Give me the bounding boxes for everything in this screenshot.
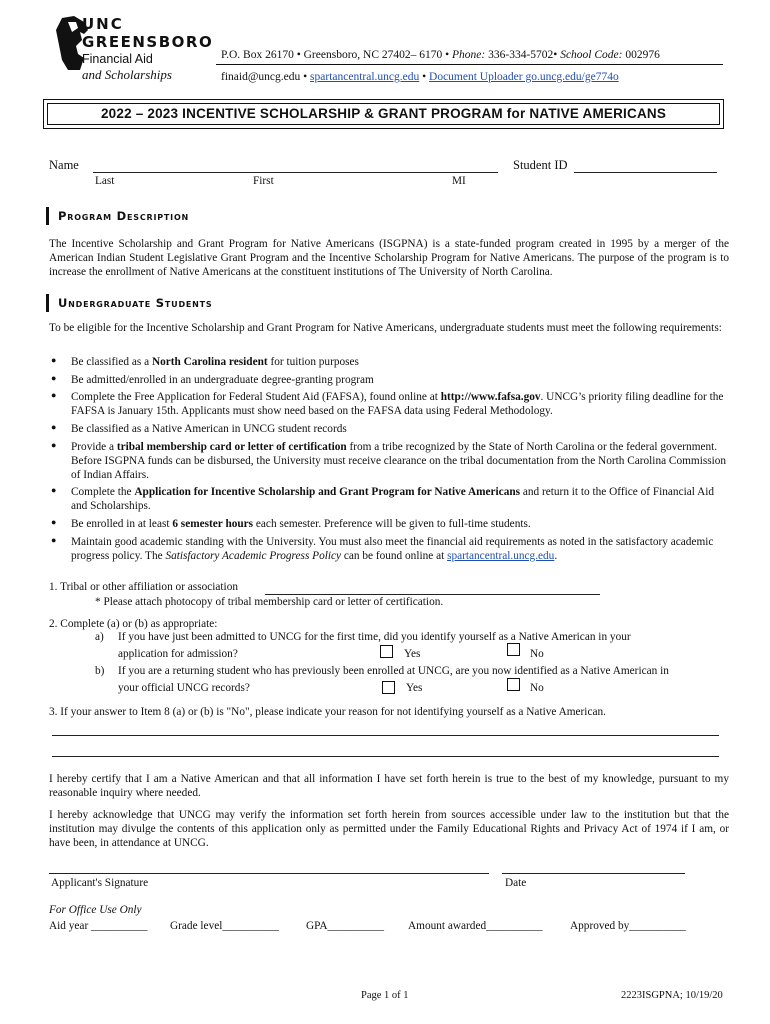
middle-initial-caption: MI <box>452 175 466 187</box>
q2b-text: If you are a returning student who has previously been enrolled at UNCG, are you now identified as a Native American in <box>118 665 669 677</box>
q2b-yes-checkbox[interactable] <box>382 681 395 694</box>
list-item: ● Complete the Free Application for Federal Student Aid (FAFSA), found online at http://www.fafsa.gov. UNCG’s priority filing deadline for the FAFSA is January 15th. Applicants must show need based on the FAFSA data using Federal Methodology. <box>49 390 729 418</box>
sap-policy-link[interactable]: spartancentral.uncg.edu <box>447 549 555 562</box>
list-item: ● Provide a tribal membership card or letter of certification from a tribe recognized by the State of North Carolina or the federal government. Before ISGPNA funds can be disbursed, the University must receive clearance on the tribal documentation from the North Carolina Commission of Indian Affairs. <box>49 440 729 482</box>
list-item: ● Be enrolled in at least 6 semester hours each semester. Preference will be given to full-time students. <box>49 517 729 531</box>
q2a-yes-label: Yes <box>404 648 421 660</box>
gpa-field: GPA__________ <box>306 920 385 932</box>
last-name-caption: Last <box>95 175 115 187</box>
first-name-caption: First <box>253 175 274 187</box>
q2b-yes-label: Yes <box>406 682 423 694</box>
phone: 336-334-5702 <box>485 49 554 61</box>
certification-text: I hereby certify that I am a Native American and that all information I have set forth herein is true to the best of my knowledge, pursuant to my reasonable inquiry where needed. <box>49 773 729 800</box>
date-field[interactable] <box>502 873 685 874</box>
signature-field[interactable] <box>49 873 489 874</box>
list-item: ● Be admitted/enrolled in an undergraduate degree-granting program <box>49 373 729 387</box>
logo-scholarships-text: and Scholarships <box>82 67 172 82</box>
q2-label: 2. Complete (a) or (b) as appropriate: <box>49 618 218 630</box>
q2a-no-label: No <box>530 648 544 660</box>
q2a-no-checkbox[interactable] <box>507 643 520 656</box>
q2a-text: If you have just been admitted to UNCG for the first time, did you identify yourself as a Native American in your <box>118 631 631 643</box>
website-link[interactable]: spartancentral.uncg.edu <box>310 71 420 83</box>
grade-level-field: Grade level__________ <box>170 920 279 932</box>
logo-greensboro-text: GREENSBORO <box>82 33 214 51</box>
student-id-label: Student ID <box>513 158 568 172</box>
school-code-label: School Code: <box>560 49 623 61</box>
phone-label: Phone: <box>452 49 486 61</box>
acknowledgement-text: I hereby acknowledge that UNCG may verify the information set forth herein from sources accessible under law to the institution but that the institution may divulge the contents of this application only as permitted under the Family Educational Rights and Privacy Act of 1974 if I am, or have been, in attendance at UNCG. <box>49 809 729 850</box>
school-code: 002976 <box>622 49 660 61</box>
title-box <box>43 99 724 129</box>
name-label: Name <box>49 158 79 172</box>
name-field[interactable] <box>93 172 498 173</box>
q2b-no-checkbox[interactable] <box>507 678 520 691</box>
q2a-yes-checkbox[interactable] <box>380 645 393 658</box>
q3-label: 3. If your answer to Item 8 (a) or (b) is "No", please indicate your reason for not identifying yourself as a Native American. <box>49 706 606 718</box>
student-id-field[interactable] <box>574 172 717 173</box>
program-description-heading: Program Description <box>46 207 189 225</box>
requirements-list <box>49 355 739 566</box>
aid-year-field: Aid year __________ <box>49 920 148 932</box>
email[interactable]: finaid@uncg.edu <box>221 71 301 83</box>
contact-line-2: finaid@uncg.edu • spartancentral.uncg.edu • Document Uploader go.uncg.edu/ge774o <box>221 71 619 83</box>
document-uploader-link[interactable]: Document Uploader go.uncg.edu/ge774o <box>429 71 619 83</box>
list-item: ● Be classified as a North Carolina resident for tuition purposes <box>49 355 729 369</box>
header-rule <box>216 64 723 65</box>
page-title: 2022 – 2023 INCENTIVE SCHOLARSHIP & GRANT PROGRAM for NATIVE AMERICANS <box>47 103 720 125</box>
address: P.O. Box 26170 • Greensboro, NC 27402– 6170 • <box>221 49 453 61</box>
q1-label: 1. Tribal or other affiliation or association <box>49 581 238 593</box>
applicant-signature-caption: Applicant's Signature <box>51 877 149 889</box>
q1-note: * Please attach photocopy of tribal membership card or letter of certification. <box>95 596 444 608</box>
list-item: ● Maintain good academic standing with the University. You must also meet the financial aid requirements as noted in the satisfactory academic progress policy. The Satisfactory Academic Progress Policy can be found online at spartancentral.uncg.edu. <box>49 535 729 563</box>
undergraduate-intro: To be eligible for the Incentive Scholarship and Grant Program for Native Americans, undergraduate students must meet the following requirements: <box>49 322 722 334</box>
q2b-no-label: No <box>530 682 544 694</box>
page-number: Page 1 of 1 <box>361 990 409 1001</box>
reason-field-line-2[interactable] <box>52 756 719 757</box>
office-use-heading: For Office Use Only <box>49 904 142 916</box>
approved-by-field: Approved by__________ <box>570 920 686 932</box>
amount-awarded-field: Amount awarded__________ <box>408 920 543 932</box>
list-item: ● Complete the Application for Incentive Scholarship and Grant Program for Native Americans and return it to the Office of Financial Aid and Scholarships. <box>49 485 729 513</box>
list-item: ● Be classified as a Native American in UNCG student records <box>49 422 729 436</box>
form-code: 2223ISGPNA; 10/19/20 <box>621 990 723 1001</box>
reason-field-line-1[interactable] <box>52 735 719 736</box>
contact-line-1: P.O. Box 26170 • Greensboro, NC 27402– 6170 • Phone: 336-334-5702• School Code: 002976 <box>221 49 660 61</box>
program-description-text: The Incentive Scholarship and Grant Program for Native Americans (ISGPNA) is a state-funded program created in 1995 by a merger of the American Indian Student Legislative Grant Program and the Incentive Scholarship Program for Native Americans. The purpose of the program is to increase the enrollment of Native Americans at the constituent institutions of The University of North Carolina. <box>49 238 729 279</box>
undergraduate-heading: Undergraduate Students <box>46 294 212 312</box>
logo-financial-aid-text: Financial Aid <box>82 52 153 66</box>
logo-unc-text: UNC <box>82 15 124 33</box>
date-caption: Date <box>505 877 527 889</box>
